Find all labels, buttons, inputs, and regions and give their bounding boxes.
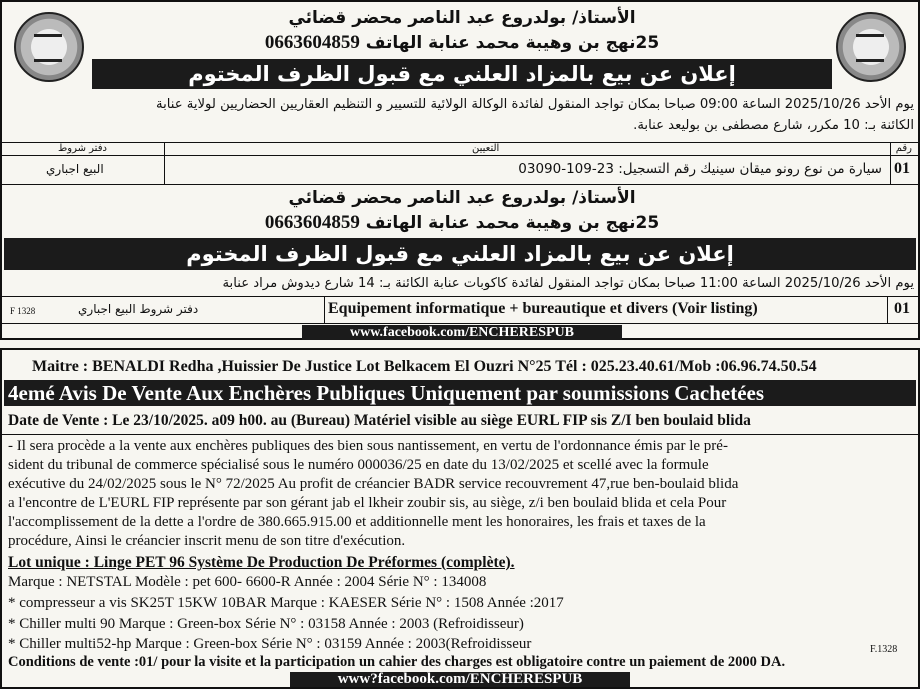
- notice1-line2: الكائنة بـ: 10 مكرر، شارع مصطفى بن بوليعد عنابة.: [633, 118, 914, 133]
- notice3-body-line: exécutive du 24/02/2025 sous le N° 72/2025 Au profit de créancier BADR service recouvrement 47,rue ben-boulaid blida: [8, 476, 739, 492]
- notice1-row-item: سيارة من نوع رونو ميقان سينيك رقم التسجيل: 23-109-03090: [518, 161, 882, 177]
- court-seal-right-icon: [836, 12, 906, 82]
- notice2-contact: [142, 212, 782, 234]
- notice2-row-cahier: دفتر شروط البيع اجباري: [78, 302, 199, 316]
- notice3-title: 4emé Avis De Vente Aux Enchères Publiques Uniquement par soumissions Cachetées: [4, 380, 916, 406]
- notice3-item: Marque : NETSTAL Modèle : pet 600- 6600-R Année : 2004 Série N° : 134008: [8, 574, 487, 590]
- french-notice-panel: [0, 348, 920, 689]
- court-seal-left-icon: [14, 12, 84, 82]
- notice3-date-rule: [2, 434, 918, 435]
- notice3-body-line: sident du tribunal de commerce spécialisé sous le numéro 000036/25 en date du 13/02/2025 et scellé avec la formule: [8, 457, 709, 473]
- notice2-ref: F 1328: [10, 306, 36, 316]
- notice1-col-divider: [164, 142, 165, 184]
- notice1-title: إعلان عن بيع بالمزاد العلني مع قبول الظرف المختوم: [92, 59, 832, 89]
- notice2-row-item: Equipement informatique + bureautique et divers (Voir listing): [328, 300, 758, 317]
- notice3-item: * Chiller multi52-hp Marque : Green-box Série N° : 03159 Année : 2003(Refroidisseur: [8, 636, 532, 652]
- notice2-row-num: 01: [894, 300, 910, 317]
- notice3-conditions: Conditions de vente :01/ pour la visite et la participation un cahier des charges est obligatoire contre un paiement de 2000 DA.: [8, 654, 786, 670]
- notice3-body-line: a l'encontre de L'EURL FIP représente par son gérant jab el lkheir zoubir sis, au siège, z/i ben boulaid blida et cela Pour: [8, 495, 727, 511]
- notice3-ref: F.1328: [870, 644, 898, 655]
- notice3-body-line: - Il sera procède a la vente aux enchères publiques des bien sous nantissement, en vertu de l'ordonnance émis par le pré-: [8, 438, 728, 454]
- arabic-notices-panel: [0, 0, 920, 340]
- notice1-line1: يوم الأحد 2025/10/26 الساعة 09:00 صباحا بمكان تواجد المنقول لفائدة الوكالة الولائية للتسيير و التنظيم العقاريين الحضاريين لولاية عنابة: [156, 97, 914, 112]
- notice3-facebook-footer: www?facebook.com/ENCHERESPUB: [290, 672, 630, 687]
- notice1-row-num: 01: [894, 160, 910, 177]
- notice1-col-divider: [890, 142, 891, 184]
- notice2-col-divider: [324, 296, 325, 323]
- notice3-date: Date de Vente : Le 23/10/2025. a09 h00. au (Bureau) Matériel visible au siège EURL FIP sis Z/I ben boulaid blida: [8, 412, 751, 429]
- notice1-col-item: التعيين: [472, 143, 500, 154]
- notice1-huissier: الأستاذ/ بولدروع عبد الناصر محضر قضائي: [288, 8, 636, 28]
- notice3-lot: Lot unique : Linge PET 96 Système De Production De Préformes (complète).: [8, 554, 515, 571]
- notice1-contact: [142, 32, 782, 54]
- notice1-table-bottom-rule: [2, 184, 918, 185]
- notice2-table-bottom-rule: [2, 323, 918, 324]
- notice2-huissier: الأستاذ/ بولدروع عبد الناصر محضر قضائي: [288, 188, 636, 208]
- notice3-body-line: l'accomplissement de la dette a l'ordre de 380.665.915.00 et additionnelle ment les honoraires, les frais et taxes de la: [8, 514, 706, 530]
- notice3-body-line: procédure, Ainsi le créancier inscrit menu de son titre d'exécution.: [8, 533, 406, 549]
- notice1-row-cahier: البيع اجباري: [46, 162, 104, 176]
- notice2-table-top-rule: [2, 296, 918, 297]
- notice1-col-num: رقم: [895, 143, 912, 154]
- notice1-address: 25نهج بن وهيبة محمد عنابة الهاتف: [365, 33, 660, 53]
- notice2-facebook-footer: www.facebook.com/ENCHERESPUB: [302, 325, 622, 340]
- notice2-phone: 0663604859: [264, 212, 360, 233]
- notice3-maitre: Maitre : BENALDI Redha ,Huissier De Justice Lot Belkacem El Ouzri N°25 Tél : 025.23.40.61/Mob :06.96.74.50.54: [32, 358, 817, 375]
- notice3-item: * Chiller multi 90 Marque : Green-box Série N° : 03158 Année : 2003 (Refroidisseur): [8, 616, 524, 632]
- notice1-table-head-rule: [2, 155, 918, 156]
- notice1-col-cahier: دفتر شروط: [58, 143, 107, 154]
- notice2-col-divider: [887, 296, 888, 323]
- notice2-line1: يوم الأحد 2025/10/26 الساعة 11:00 صباحا بمكان تواجد المنقول لفائدة كاكوبات عنابة الكائنة بـ: 14 شارع ديدوش مراد عنابة: [222, 276, 914, 291]
- notice2-address: 25نهج بن وهيبة محمد عنابة الهاتف: [365, 213, 660, 233]
- notice1-table-top-rule: [2, 142, 918, 143]
- notice3-item: * compresseur a vis SK25T 15KW 10BAR Marque : KAESER Série N° : 1508 Année :2017: [8, 595, 564, 611]
- notice1-phone: 0663604859: [264, 32, 360, 53]
- notice2-title: إعلان عن بيع بالمزاد العلني مع قبول الظرف المختوم: [4, 238, 916, 270]
